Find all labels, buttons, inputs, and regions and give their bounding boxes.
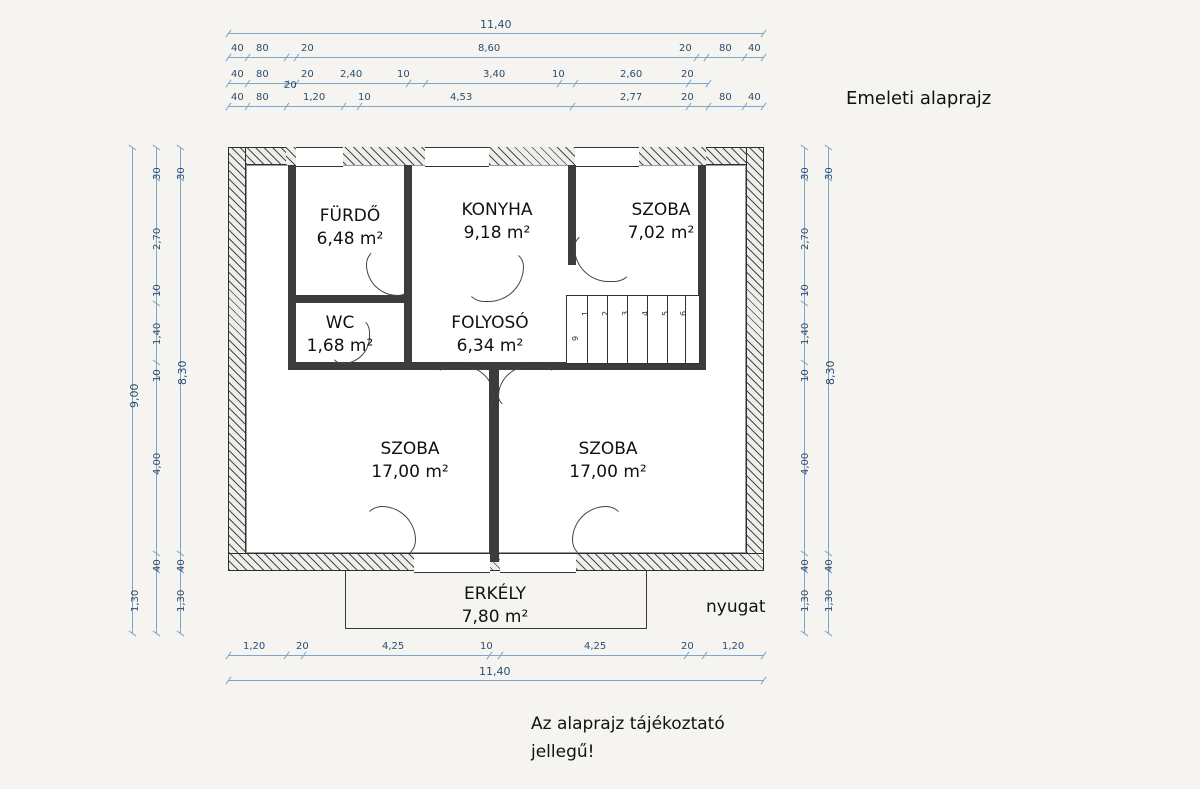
room-konyha-area: 9,18 m²: [463, 222, 531, 243]
dim-bottom-4: 4,25: [584, 641, 607, 652]
window-szoba-top: [575, 147, 639, 167]
dim-top-row3-1: 80: [256, 92, 269, 103]
dim-left-inner-bottom-40: 40: [176, 559, 187, 572]
dim-top-row2-3: 2,40: [340, 69, 363, 80]
dim-left-inner-bottom: 1,30: [176, 589, 187, 612]
room-konyha-name: KONYHA: [461, 200, 533, 220]
dim-right-chain-5: 4,00: [800, 452, 811, 475]
dim-top-row1-0: 40: [231, 43, 244, 54]
dim-bottom-total: 11,40: [479, 665, 511, 678]
dim-top-row3-8: 40: [748, 92, 761, 103]
dim-bottom-5: 20: [681, 641, 694, 652]
partition-wc-right: [404, 295, 412, 365]
dim-left-chain-3: 1,40: [152, 322, 163, 345]
room-wc: [290, 312, 390, 358]
room-szoba-left: [340, 438, 480, 484]
dim-top-total: 11,40: [480, 18, 512, 31]
dim-top-row1-line: [228, 57, 764, 58]
dim-right-chain-6: 40: [800, 559, 811, 572]
staircase: [566, 295, 700, 364]
dim-top-row1-4: 20: [679, 43, 692, 54]
stair-number: 1: [581, 310, 590, 316]
room-szoba-left-area: 17,00 m²: [371, 461, 449, 482]
dim-right-chain-4: 10: [800, 369, 811, 382]
dim-top-row3-7: 80: [719, 92, 732, 103]
room-szoba-top-name: SZOBA: [631, 200, 691, 220]
balcony-door-left: [414, 553, 490, 573]
room-szoba-right-name: SZOBA: [578, 439, 638, 459]
exterior-wall-right: [746, 147, 764, 571]
dim-top-row1-6: 40: [748, 43, 761, 54]
dim-top-row2-1: 80: [256, 69, 269, 80]
stair-number: 6: [679, 310, 688, 316]
page-title: Emeleti alaprajz: [846, 88, 992, 109]
disclaimer-line-2: jellegű!: [531, 742, 595, 762]
dim-right-chain-1: 2,70: [800, 227, 811, 250]
exterior-wall-left: [228, 147, 246, 571]
room-szoba-left-name: SZOBA: [380, 439, 440, 459]
stair-number: 4: [641, 310, 650, 316]
dim-bottom-total-line: [228, 680, 764, 681]
balcony-door-right: [500, 553, 576, 573]
room-wc-name: WC: [325, 313, 355, 333]
dim-left-outer-total: 9,00: [128, 383, 141, 408]
room-szoba-top-area: 7,02 m²: [627, 222, 695, 243]
room-szoba-right-area: 17,00 m²: [569, 461, 647, 482]
room-szoba-right: [538, 438, 678, 484]
dim-top-row2-7: 2,60: [620, 69, 643, 80]
dim-left-inner-0: 30: [176, 167, 187, 180]
dim-right-outer-total: 8,30: [824, 360, 837, 385]
dim-top-row3-3: 10: [358, 92, 371, 103]
room-wc-area: 1,68 m²: [306, 335, 374, 356]
dim-right-total-0: 30: [824, 167, 835, 180]
dim-top-row3-6: 20: [681, 92, 694, 103]
stair-number: 2: [601, 310, 610, 316]
room-furdo-name: FÜRDŐ: [319, 206, 381, 226]
dim-right-total-bottom: 1,30: [824, 589, 835, 612]
dim-bottom-0: 1,20: [243, 641, 266, 652]
room-szoba-top: [601, 199, 721, 245]
dim-bottom-2: 4,25: [382, 641, 405, 652]
window-konyha: [425, 147, 489, 167]
dim-bottom-row-line: [228, 655, 764, 656]
dim-bottom-3: 10: [480, 641, 493, 652]
dim-left-chain-0: 30: [152, 167, 163, 180]
dim-right-bottom: 1,30: [800, 589, 811, 612]
dim-left-inner-total: 8,30: [176, 360, 189, 385]
room-furdo: [295, 205, 405, 251]
room-erkely-name: ERKÉLY: [463, 584, 527, 604]
dim-top-row1-3: 8,60: [478, 43, 501, 54]
dim-top-row1-2: 20: [301, 43, 314, 54]
room-erkely-area: 7,80 m²: [461, 606, 529, 627]
dim-left-chain-1: 2,70: [152, 227, 163, 250]
dim-left-bottom: 1,30: [130, 589, 141, 612]
dim-top-row3-0: 40: [231, 92, 244, 103]
room-erkely: [405, 583, 585, 629]
dim-right-chain-0: 30: [800, 167, 811, 180]
dim-top-row2-extra: 20: [284, 80, 297, 91]
dim-bottom-1: 20: [296, 641, 309, 652]
partition-wc-top: [288, 295, 412, 303]
dim-right-total-40: 40: [824, 559, 835, 572]
dim-top-row2-2: 20: [301, 69, 314, 80]
dim-top-row2-0: 40: [231, 69, 244, 80]
orientation-label: nyugat: [706, 597, 766, 617]
interior-wall-top-band: [286, 147, 706, 165]
dim-right-chain-2: 10: [800, 284, 811, 297]
dim-right-chain-3: 1,40: [800, 322, 811, 345]
stair-landing-number: 9: [571, 335, 580, 341]
dim-top-row2-6: 10: [552, 69, 565, 80]
dim-top-row1-5: 80: [719, 43, 732, 54]
stair-number: 3: [621, 310, 630, 316]
dim-top-row3-5: 2,77: [620, 92, 643, 103]
dim-left-chain-5: 4,00: [152, 452, 163, 475]
dim-top-row3-2: 1,20: [303, 92, 326, 103]
room-folyoso: [425, 312, 555, 358]
dim-top-row3-line: [228, 106, 764, 107]
dim-tick: [761, 30, 767, 38]
room-konyha: [437, 199, 557, 245]
dim-bottom-6: 1,20: [722, 641, 745, 652]
dim-top-total-line: [228, 33, 764, 34]
dim-left-chain-6: 40: [152, 559, 163, 572]
stair-number: 5: [661, 310, 670, 316]
dim-top-row2-4: 10: [397, 69, 410, 80]
room-folyoso-area: 6,34 m²: [456, 335, 524, 356]
dim-left-chain-2: 10: [152, 284, 163, 297]
dim-top-row2-line: [228, 83, 709, 84]
dim-top-row1-1: 80: [256, 43, 269, 54]
room-folyoso-name: FOLYOSÓ: [451, 313, 529, 333]
dim-top-row3-4: 4,53: [450, 92, 473, 103]
dim-left-chain-4: 10: [152, 369, 163, 382]
window-furdo: [296, 147, 343, 167]
dim-top-row2-5: 3,40: [483, 69, 506, 80]
disclaimer-line-1: Az alaprajz tájékoztató: [531, 714, 725, 734]
room-furdo-area: 6,48 m²: [316, 228, 384, 249]
dim-top-row2-8: 20: [681, 69, 694, 80]
